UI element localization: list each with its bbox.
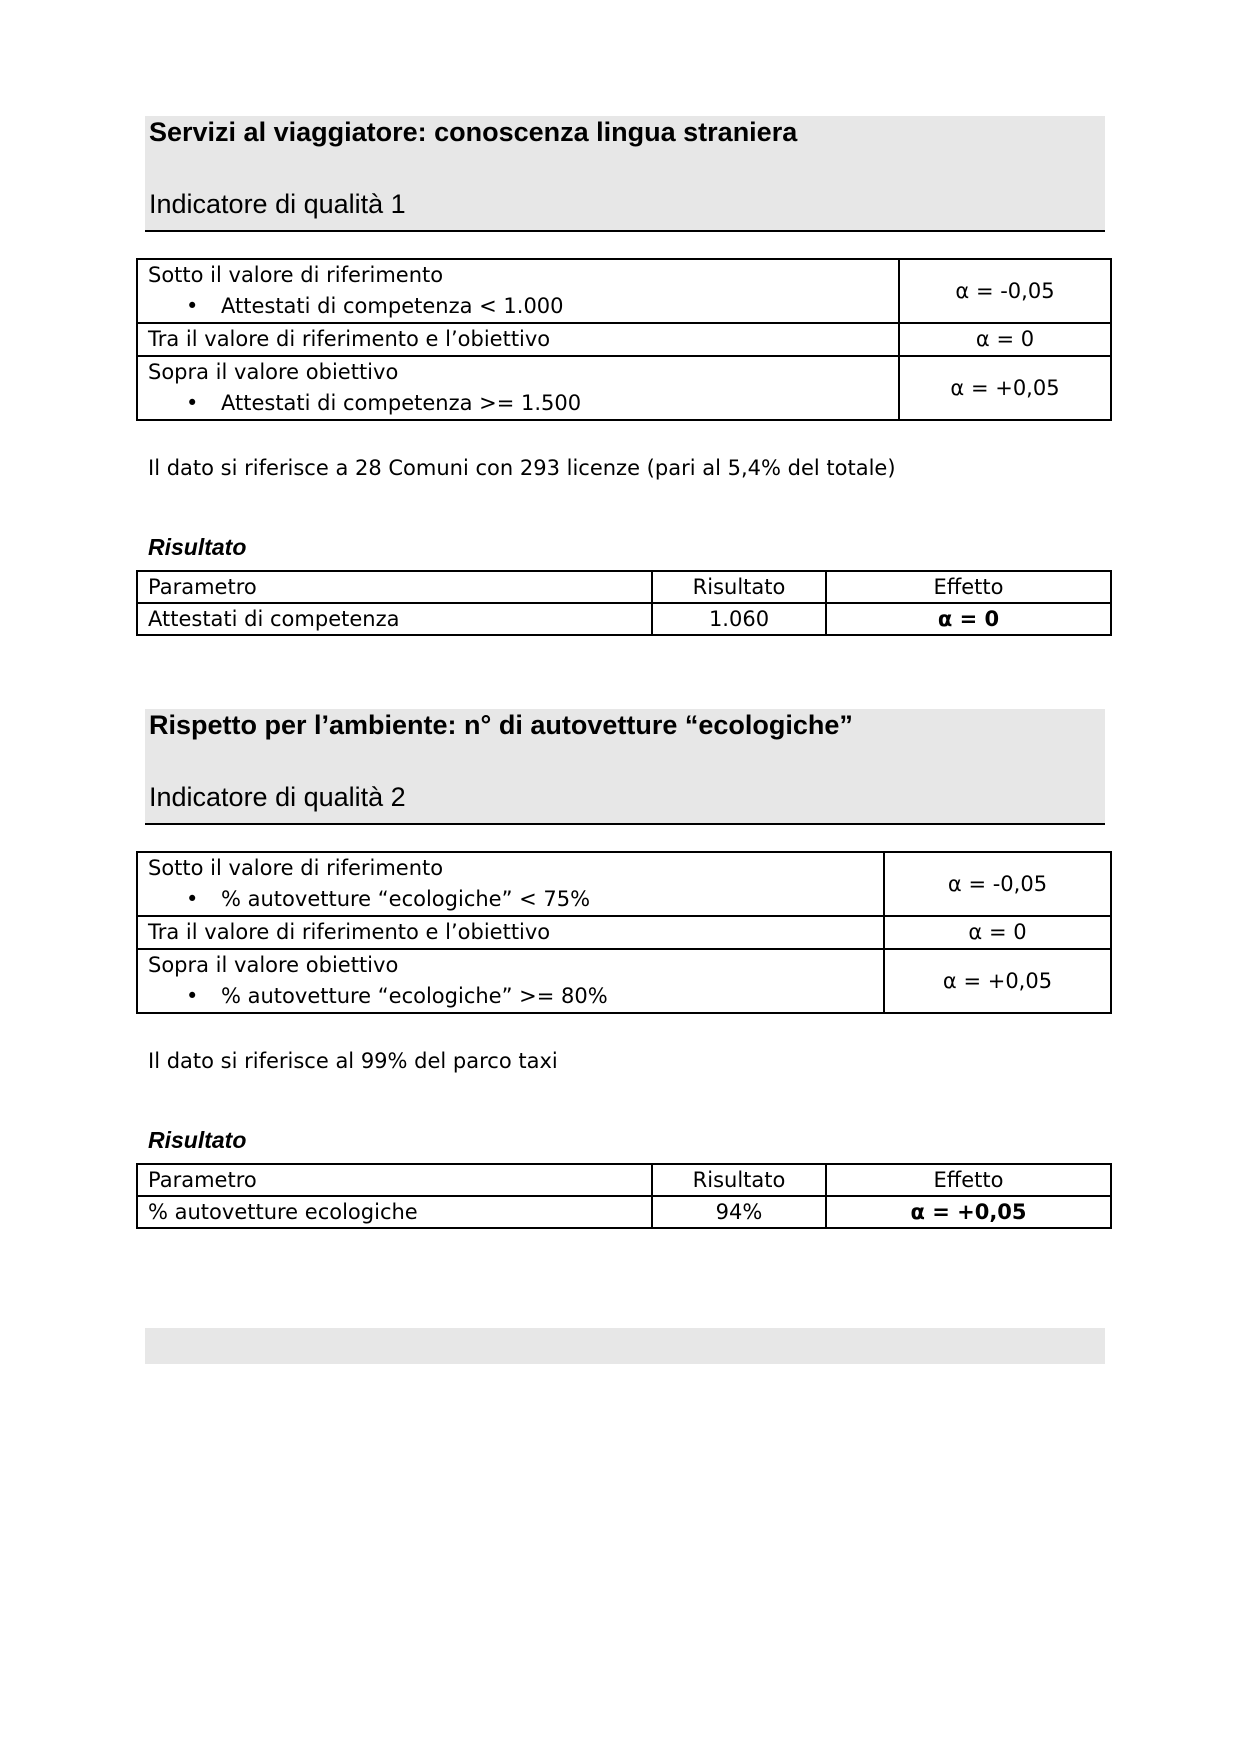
criteria-label: Sotto il valore di riferimento xyxy=(148,856,444,880)
section2-criteria-table xyxy=(136,851,1112,1014)
criteria-cell xyxy=(137,852,884,916)
criteria-row xyxy=(137,916,1111,949)
result-risultato: 1.060 xyxy=(652,603,826,635)
alpha-cell xyxy=(884,916,1111,949)
alpha-cell xyxy=(899,323,1111,356)
header-effetto: Effetto xyxy=(826,1164,1111,1196)
criteria-cell xyxy=(137,949,884,1013)
alpha-symbol: α xyxy=(942,968,957,993)
alpha-cell xyxy=(899,356,1111,420)
criteria-bullet: • Attestati di competenza >= 1.500 xyxy=(148,388,888,419)
alpha-cell xyxy=(884,949,1111,1013)
alpha-symbol: α xyxy=(968,920,983,944)
result-header-row xyxy=(137,571,1111,603)
section2-title: Rispetto per l’ambiente: n° di autovetture “ecologiche” xyxy=(149,710,853,740)
section2-heading xyxy=(145,709,1105,825)
section1-result-label: Risultato xyxy=(148,534,247,560)
result-header-row xyxy=(137,1164,1111,1196)
alpha-value: = 0 xyxy=(996,327,1035,351)
alpha-symbol: α xyxy=(950,375,965,400)
section1-result-table xyxy=(136,570,1112,636)
criteria-label: Sotto il valore di riferimento xyxy=(148,263,444,287)
section1-note: Il dato si riferisce a 28 Comuni con 293 licenze (pari al 5,4% del totale) xyxy=(148,456,896,480)
criteria-label: Sopra il valore obiettivo xyxy=(148,360,399,384)
criteria-cell xyxy=(137,916,884,949)
header-effetto: Effetto xyxy=(826,571,1111,603)
criteria-row xyxy=(137,259,1111,323)
result-parametro: Attestati di competenza xyxy=(137,603,652,635)
header-risultato: Risultato xyxy=(652,1164,826,1196)
alpha-cell xyxy=(899,259,1111,323)
alpha-value: = +0,05 xyxy=(970,375,1060,400)
criteria-label: Tra il valore di riferimento e l’obiettivo xyxy=(148,920,551,944)
result-row xyxy=(137,1196,1111,1228)
result-parametro: % autovetture ecologiche xyxy=(137,1196,652,1228)
empty-gray-band xyxy=(145,1328,1105,1364)
section1-title: Servizi al viaggiatore: conoscenza lingua straniera xyxy=(149,117,798,147)
section2-note: Il dato si riferisce al 99% del parco taxi xyxy=(148,1049,558,1073)
section2-result-table xyxy=(136,1163,1112,1229)
criteria-row xyxy=(137,323,1111,356)
header-parametro: Parametro xyxy=(137,571,652,603)
criteria-bullet: • % autovetture “ecologiche” >= 80% xyxy=(148,981,873,1012)
alpha-value: = -0,05 xyxy=(975,278,1055,303)
header-risultato: Risultato xyxy=(652,571,826,603)
result-effetto: α = 0 xyxy=(826,603,1111,635)
alpha-symbol: α xyxy=(947,871,962,896)
criteria-bullet: • Attestati di competenza < 1.000 xyxy=(148,291,888,322)
alpha-symbol: α xyxy=(975,327,990,351)
criteria-cell xyxy=(137,259,899,323)
criteria-row xyxy=(137,356,1111,420)
result-row xyxy=(137,603,1111,635)
alpha-value: = +0,05 xyxy=(963,968,1053,993)
section2-result-label: Risultato xyxy=(148,1127,247,1153)
criteria-row xyxy=(137,949,1111,1013)
criteria-cell xyxy=(137,356,899,420)
alpha-value: = -0,05 xyxy=(968,871,1048,896)
alpha-value: = 0 xyxy=(988,920,1027,944)
criteria-cell xyxy=(137,323,899,356)
result-effetto: α = +0,05 xyxy=(826,1196,1111,1228)
criteria-label: Sopra il valore obiettivo xyxy=(148,953,399,977)
alpha-symbol: α xyxy=(955,278,970,303)
criteria-row xyxy=(137,852,1111,916)
section1-heading xyxy=(145,116,1105,232)
section2-subtitle: Indicatore di qualità 2 xyxy=(149,782,406,812)
section1-subtitle: Indicatore di qualità 1 xyxy=(149,189,406,219)
result-risultato: 94% xyxy=(652,1196,826,1228)
section1-criteria-table xyxy=(136,258,1112,421)
alpha-cell xyxy=(884,852,1111,916)
criteria-bullet: • % autovetture “ecologiche” < 75% xyxy=(148,884,873,915)
header-parametro: Parametro xyxy=(137,1164,652,1196)
criteria-label: Tra il valore di riferimento e l’obiettivo xyxy=(148,327,551,351)
